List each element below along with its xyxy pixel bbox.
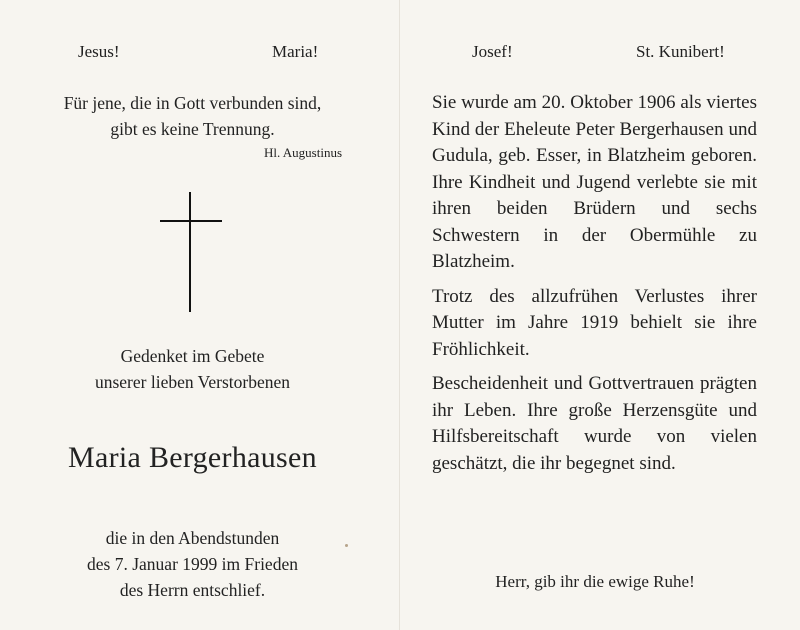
deceased-name: Maria Bergerhausen — [68, 441, 317, 474]
quote-attribution: Hl. Augustinus — [263, 145, 342, 160]
paper-speck — [345, 544, 348, 547]
quote — [20, 90, 365, 142]
death-notice — [20, 525, 365, 603]
closing-prayer: Herr, gib ihr die ewige Ruhe! — [495, 572, 695, 591]
biography-paragraph: Trotz des allzufrühen Verlustes ihrer Mutter im Jahre 1919 behielt sie ihre Fröhlichkeit. — [432, 285, 757, 360]
header-maria: Maria! — [272, 42, 319, 61]
quote-line: Für jene, die in Gott verbunden sind, — [63, 93, 322, 113]
header-jesus: Jesus! — [78, 42, 120, 61]
header-josef: Josef! — [472, 42, 513, 61]
remembrance-line: unserer lieben Verstorbenen — [94, 372, 291, 392]
death-line: die in den Abendstunden — [105, 528, 280, 548]
biography-paragraph: Bescheidenheit und Gottvertrauen prägten ihr Leben. Ihre große Herzensgüte und Hilfsbereitschaft wurde von vielen geschätzt, die ihr begegnet sind. — [432, 373, 757, 474]
cross-horizontal-bar — [160, 220, 222, 222]
biography — [432, 90, 757, 485]
card-fold — [399, 0, 400, 630]
remembrance-line: Gedenket im Gebete — [120, 346, 265, 366]
remembrance-text — [20, 343, 365, 395]
death-line: des 7. Januar 1999 im Frieden — [87, 554, 298, 574]
cross-vertical-bar — [189, 192, 191, 312]
quote-line: gibt es keine Trennung. — [110, 119, 275, 139]
death-line: des Herrn entschlief. — [119, 580, 266, 600]
header-st-kunibert: St. Kunibert! — [636, 42, 725, 61]
biography-paragraph: Sie wurde am 20. Oktober 1906 als viertes Kind der Eheleute Peter Bergerhausen und Gudula, geb. Esser, in Blatzheim geboren. Ihre Kindheit und Jugend verlebte sie mit ihren beiden Brüdern und sechs Schwestern in der Obermühle zu Blatzheim. — [432, 92, 757, 272]
